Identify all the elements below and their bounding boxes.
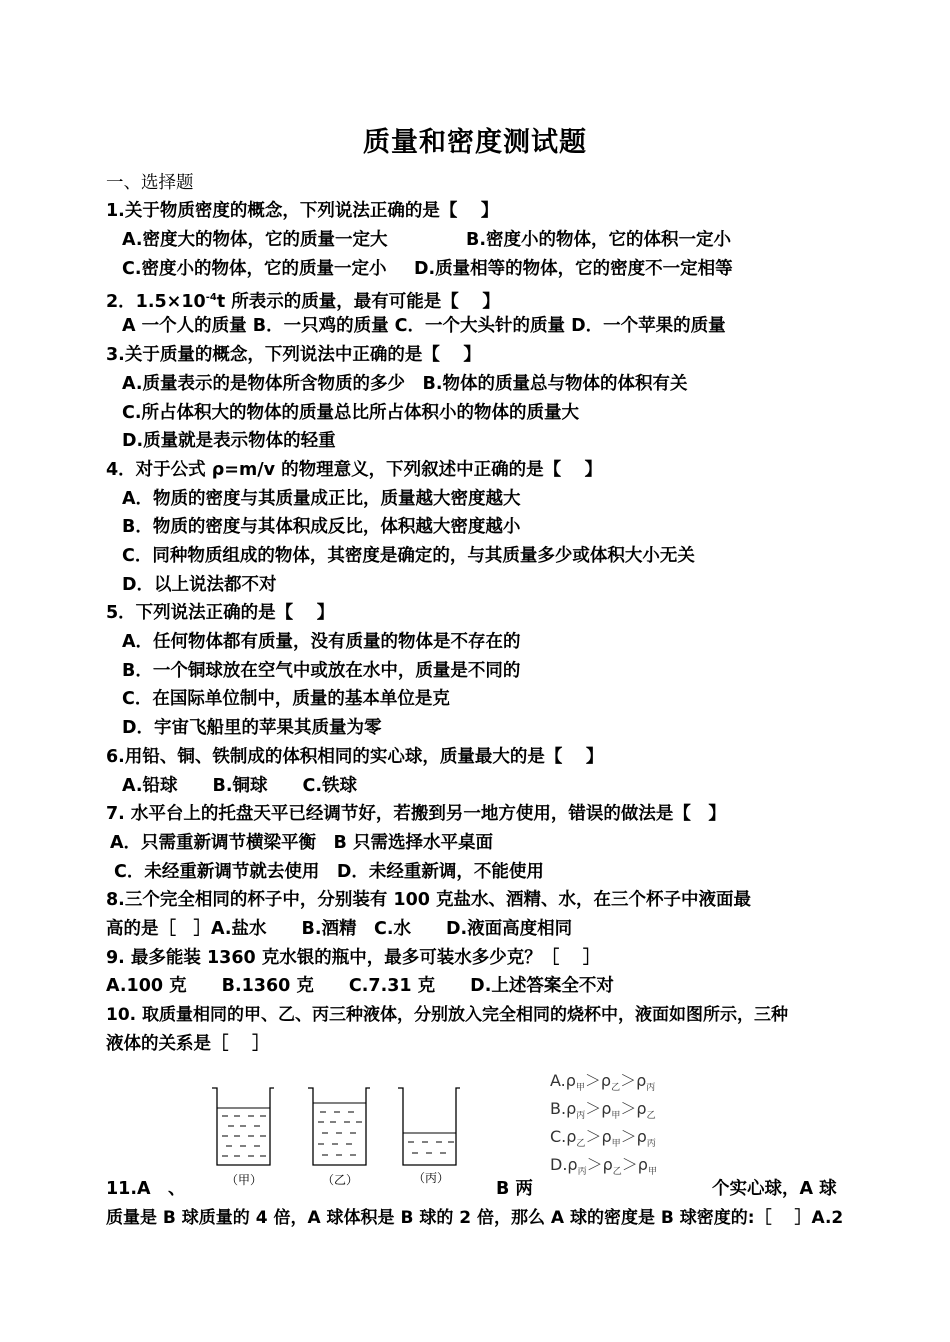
question-2-exponent: -4 xyxy=(205,292,217,303)
question-4-option-b: B．物质的密度与其体积成反比，体积越大密度越小 xyxy=(122,517,521,537)
question-4-option-c: C．同种物质组成的物体，其密度是确定的，与其质量多少或体积大小无关 xyxy=(122,546,695,566)
question-1-option-d: D.质量相等的物体，它的密度不一定相等 xyxy=(414,259,733,279)
question-2-stem-base: 2．1.5×10 xyxy=(106,291,206,312)
question-10-option-c xyxy=(550,1126,656,1155)
beaker-jia xyxy=(212,1088,274,1165)
beaker-label-jia: （甲） xyxy=(225,1173,263,1187)
question-1-option-b: B.密度小的物体，它的体积一定小 xyxy=(466,230,731,250)
question-2-stem-rest: t 所表示的质量，最有可能是【 】 xyxy=(216,291,500,312)
question-2-stem xyxy=(106,287,500,313)
question-6-options: A.铅球 B.铜球 C.铁球 xyxy=(122,776,357,796)
question-5-option-b: B．一个铜球放在空气中或放在水中，质量是不同的 xyxy=(122,661,521,681)
option-d-sub-2: 乙 xyxy=(612,1167,622,1178)
option-a-rho-1: A.ρ xyxy=(550,1071,576,1090)
option-d-sub-1: 丙 xyxy=(577,1167,587,1178)
question-5-option-d: D．宇宙飞船里的苹果其质量为零 xyxy=(122,718,382,738)
section-heading: 一、选择题 xyxy=(106,173,194,193)
option-a-sub-1: 甲 xyxy=(575,1083,585,1094)
question-11-part-2: B 两 xyxy=(496,1179,533,1199)
question-3-option-d: D.质量就是表示物体的轻重 xyxy=(122,431,336,451)
question-5-option-c: C．在国际单位制中，质量的基本单位是克 xyxy=(122,689,450,709)
option-b-sub-1: 丙 xyxy=(576,1111,586,1122)
option-b-sub-3: 乙 xyxy=(646,1111,656,1122)
question-10-option-d xyxy=(550,1154,657,1183)
question-8-line-1: 8.三个完全相同的杯子中，分别装有 100 克盐水、酒精、水，在三个杯子中液面最 xyxy=(106,890,752,910)
question-5-stem: 5．下列说法正确的是【 】 xyxy=(106,603,335,623)
beaker-label-bing: （丙） xyxy=(412,1171,450,1185)
question-3-option-c: C.所占体积大的物体的质量总比所占体积小的物体的质量大 xyxy=(122,403,579,423)
question-11-part-1: 11.A 、 xyxy=(106,1179,186,1199)
option-a-rho-3: ＞ρ xyxy=(620,1071,647,1090)
beakers-figure xyxy=(200,1078,480,1190)
option-b-rho-2: ＞ρ xyxy=(585,1099,612,1118)
option-a-sub-2: 乙 xyxy=(611,1083,621,1094)
option-c-sub-2: 甲 xyxy=(611,1139,621,1150)
option-a-sub-3: 丙 xyxy=(646,1083,656,1094)
question-6-stem: 6.用铅、铜、铁制成的体积相同的实心球，质量最大的是【 】 xyxy=(106,747,604,767)
beaker-yi xyxy=(308,1088,370,1165)
option-c-rho-3: ＞ρ xyxy=(620,1127,647,1146)
option-d-rho-2: ＞ρ xyxy=(586,1155,613,1174)
option-c-rho-2: ＞ρ xyxy=(585,1127,612,1146)
option-c-sub-1: 乙 xyxy=(576,1139,586,1150)
question-7-options-ab: A．只需重新调节横梁平衡 B 只需选择水平桌面 xyxy=(110,833,493,853)
question-1-stem: 1.关于物质密度的概念，下列说法正确的是【 】 xyxy=(106,201,499,221)
question-10-option-a xyxy=(550,1070,655,1099)
beaker-bing xyxy=(398,1088,460,1165)
question-10-option-b xyxy=(550,1098,656,1127)
option-b-rho-3: ＞ρ xyxy=(620,1099,647,1118)
question-9-options: A.100 克 B.1360 克 C.7.31 克 D.上述答案全不对 xyxy=(106,976,614,996)
question-11-line-2: 质量是 B 球质量的 4 倍，A 球体积是 B 球的 2 倍，那么 A 球的密度是 B 球密度的:［ ］A.2 xyxy=(106,1208,844,1228)
question-4-option-d: D．以上说法都不对 xyxy=(122,575,277,595)
question-9-stem: 9. 最多能装 1360 克水银的瓶中，最多可装水多少克？［ ］ xyxy=(106,948,601,968)
question-2-options: A 一个人的质量 B．一只鸡的质量 C．一个大头针的质量 D．一个苹果的质量 xyxy=(122,316,726,336)
question-5-option-a: A．任何物体都有质量，没有质量的物体是不存在的 xyxy=(122,632,521,652)
question-4-stem: 4．对于公式 ρ=m/v 的物理意义，下列叙述中正确的是【 】 xyxy=(106,460,603,480)
beaker-label-yi: （乙） xyxy=(321,1173,359,1187)
question-8-line-2: 高的是［ ］A.盐水 B.酒精 C.水 D.液面高度相同 xyxy=(106,919,573,939)
question-10-line-1: 10. 取质量相同的甲、乙、丙三种液体，分别放入完全相同的烧杯中，液面如图所示，三种 xyxy=(106,1005,789,1025)
question-7-options-cd: C．未经重新调节就去使用 D．未经重新调，不能使用 xyxy=(114,862,544,882)
option-b-rho-1: B.ρ xyxy=(550,1099,577,1118)
option-a-rho-2: ＞ρ xyxy=(584,1071,612,1090)
question-7-stem: 7. 水平台上的托盘天平已经调节好，若搬到另一地方使用，错误的做法是【 】 xyxy=(106,804,726,824)
option-c-sub-3: 丙 xyxy=(646,1139,656,1150)
question-1-option-a: A.密度大的物体，它的质量一定大 xyxy=(122,230,388,250)
option-d-sub-3: 甲 xyxy=(647,1167,657,1178)
question-11-part-3: 个实心球，A 球 xyxy=(712,1179,837,1199)
question-3-stem: 3.关于质量的概念，下列说法中正确的是【 】 xyxy=(106,345,481,365)
option-c-rho-1: C.ρ xyxy=(550,1127,577,1146)
option-b-sub-2: 甲 xyxy=(611,1111,621,1122)
option-d-rho-1: D.ρ xyxy=(550,1155,578,1174)
page-title: 质量和密度测试题 xyxy=(363,127,587,158)
question-10-line-2: 液体的关系是［ ］ xyxy=(106,1034,270,1054)
option-d-rho-3: ＞ρ xyxy=(621,1155,648,1174)
question-4-option-a: A．物质的密度与其质量成正比，质量越大密度越大 xyxy=(122,489,521,509)
question-1-option-c: C.密度小的物体，它的质量一定小 xyxy=(122,259,387,279)
question-3-options-ab: A.质量表示的是物体所含物质的多少 B.物体的质量总与物体的体积有关 xyxy=(122,374,688,394)
